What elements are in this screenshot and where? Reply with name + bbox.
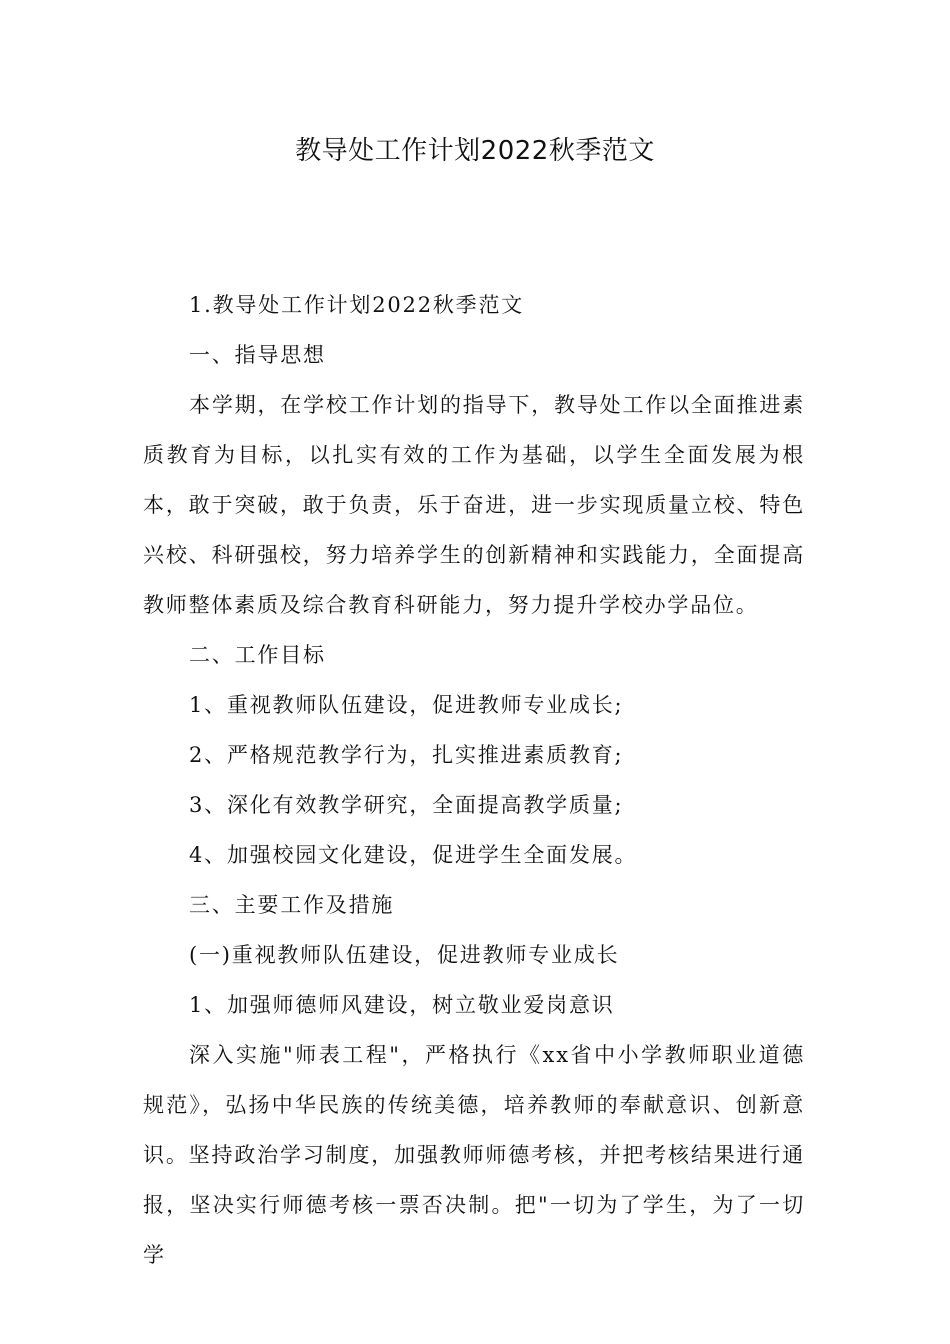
section-heading: 1.教导处工作计划2022秋季范文 [189, 293, 525, 317]
goal-item: 3、深化有效教学研究，全面提高教学质量; [189, 793, 624, 817]
goal-item: 1、重视教师队伍建设，促进教师专业成长; [189, 693, 624, 717]
body-paragraph: 本学期，在学校工作计划的指导下，教导处工作以全面推进素质教育为目标，以扎实有效的工作为基础，以学生全面发展为根本，敢于突破，敢于负责，乐于奋进，进一步实现质量立校、特色兴校、科研强校，努力培养学生的创新精神和实践能力，全面提高教师整体素质及综合教育科研能力，努力提升学校办学品位。 [143, 393, 805, 617]
document-body [143, 280, 805, 1280]
goal-item: 4、加强校园文化建设，促进学生全面发展。 [189, 843, 638, 867]
subsection-heading: (一)重视教师队伍建设，促进教师专业成长 [189, 943, 620, 967]
section-heading: 一、指导思想 [189, 343, 326, 367]
body-paragraph: 深入实施"师表工程"，严格执行《xx省中小学教师职业道德规范》，弘扬中华民族的传统美德，培养教师的奉献意识、创新意识。坚持政治学习制度，加强教师师德考核，并把考核结果进行通报，坚决实行师德考核一票否决制。把"一切为了学生，为了一切学 [143, 1043, 805, 1267]
document-title: 教导处工作计划2022秋季范文 [295, 136, 655, 166]
goal-item: 2、严格规范教学行为，扎实推进素质教育; [189, 743, 624, 767]
subsection-heading: 1、加强师德师风建设，树立敬业爱岗意识 [189, 993, 615, 1017]
section-heading: 三、主要工作及措施 [189, 893, 395, 917]
section-heading: 二、工作目标 [189, 643, 326, 667]
